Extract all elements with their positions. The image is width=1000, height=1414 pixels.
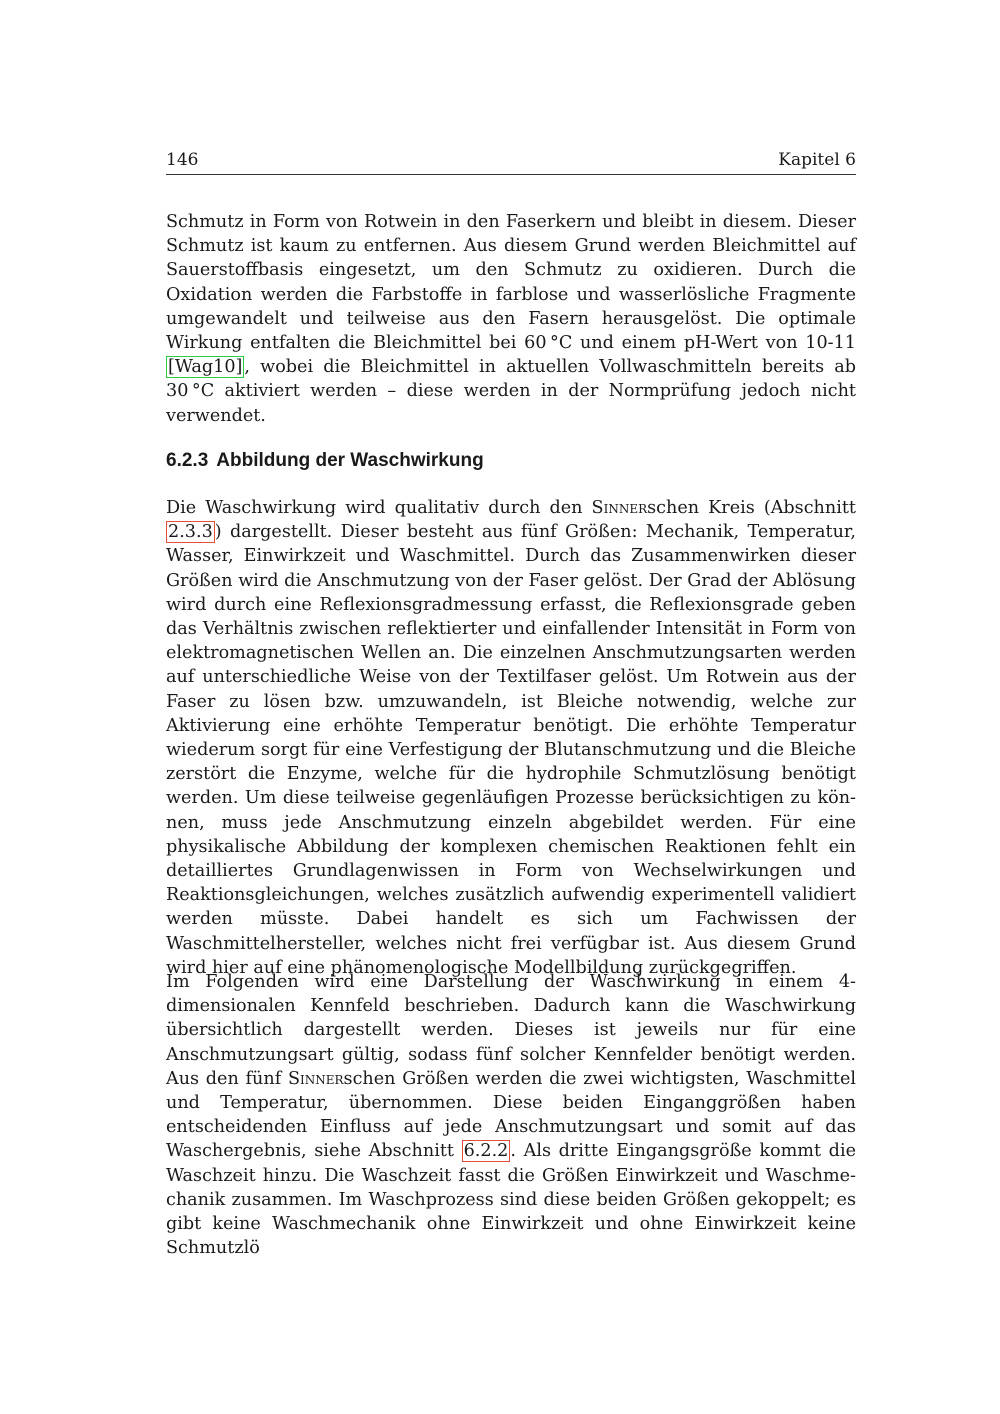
paragraph-text: Die Waschwirkung wird qualitativ durch den bbox=[166, 498, 592, 518]
paragraph-text: ) dargestellt. Dieser besteht aus fünf Größen: Mechanik, Temperatur, Wasser, Einwirkzeit und Waschmittel. Durch das Zusammenwirken dieser Größen wird die Anschmutzung von der Faser gelöst. Der Grad der Ablösung wird durch eine Reflexionsgradmessung erfasst, die Reflexionsgrade geben das Verhältnis zwischen reflektierter und einfallender Intensität in Form von elektromagnetischen Wellen an. Die einzelnen Anschmutzungsarten werden auf unterschiedliche Weise von der Textilfaser gelöst. Um Rotwein aus der Faser zu lösen bzw. umzuwandeln, ist Bleiche notwendig, welche zur Aktivierung eine erhöhte Temperatur benötigt. Die erhöhte Temperatur wiederum sorgt für eine Verfestigung der Blutanschmutzung und die Bleiche zerstört die Enzyme, welche für die hydrophile Schmutzlösung benötigt werden. Um diese teilweise gegenläufigen Prozesse berücksichtigen zu können, muss jede Anschmutzung einzeln abgebildet werden. Für eine physikalische Abbildung der komplexen chemischen Reaktionen fehlt ein detailliertes Grundlagenwissen in Form von Wechselwirkungen und Reaktionsgleichungen, welches zusätzlich aufwendig experimentell validiert werden müsste. Dabei handelt es sich um Fachwissen der Waschmittelhersteller, welches nicht frei verfügbar ist. Aus diesem Grund wird hier auf eine phänomenologische Modellbildung zurückgegriffen. bbox=[166, 522, 856, 978]
paragraph-text: Im Folgenden wird eine Darstellung der Waschwirkung in einem 4-dimensionalen Kennfeld beschrieben. Dadurch kann die Waschwirkung übersichtlich dargestellt werden. Dieses ist jeweils nur für eine Anschmutzungsart gültig, sodass fünf solcher Kennfelder benötigt werden. Aus den fünf bbox=[166, 972, 856, 1089]
section-ref-link-2-3-3[interactable]: 2.3.3 bbox=[168, 522, 213, 543]
paragraph-text: , wobei die Bleichmittel in aktuellen Vollwaschmitteln bereits ab 30 °C aktiviert werden – diese werden in der Normprüfung jedoch nicht verwendet. bbox=[166, 357, 856, 426]
running-header bbox=[166, 150, 856, 175]
paragraph-1 bbox=[166, 210, 856, 428]
page-number: 146 bbox=[166, 150, 199, 170]
sinner-name: Sinner bbox=[591, 498, 648, 518]
paragraph-text: Schmutz in Form von Rotwein in den Faserkern und bleibt in diesem. Dieser Schmutz ist kaum zu entfernen. Aus diesem Grund werden Bleichmittel auf Sauerstoffbasis eingesetzt, um den Schmutz zu oxidieren. Durch die Oxidation werden die Farbstoffe in farblose und wasserlösliche Fragmente umgewandelt und teilweise aus den Fasern herausgelöst. Die optimale Wirkung entfalten die Bleichmittel bei 60 °C und einem pH-Wert von 10-11 bbox=[166, 212, 856, 354]
section-ref-link-6-2-2[interactable]: 6.2.2 bbox=[463, 1141, 509, 1162]
section-number: 6.2.3 bbox=[166, 450, 209, 471]
section-heading bbox=[166, 448, 856, 474]
paragraph-3 bbox=[166, 970, 856, 1260]
citation-link-wag10[interactable]: [Wag10] bbox=[168, 357, 243, 378]
section-title: Abbildung der Waschwirkung bbox=[216, 450, 484, 471]
paragraph-text: . Als dritte Eingangsgröße kommt die Waschzeit hinzu. Die Waschzeit fasst die Größen Einwirkzeit und Waschmechanik zusammen. Im Waschprozess sind diese beiden Größen gekoppelt; es gibt keine Waschmechanik ohne Einwirkzeit und ohne Einwirkzeit keine Schmutzlö bbox=[166, 1141, 856, 1259]
paragraph-text: schen Kreis (Abschnitt bbox=[647, 498, 856, 518]
chapter-label: Kapitel 6 bbox=[778, 150, 856, 170]
paragraph-text: schen Größen werden die zwei wichtigsten, Waschmittel und Temperatur, übernommen. Diese beiden Einganggrößen haben entscheidenden Einfluss auf jede Anschmutzungsart und somit auf das Waschergebnis, siehe Abschnitt bbox=[166, 1068, 856, 1162]
paragraph-2 bbox=[166, 496, 856, 980]
sinner-name: Sinner bbox=[287, 1068, 344, 1089]
